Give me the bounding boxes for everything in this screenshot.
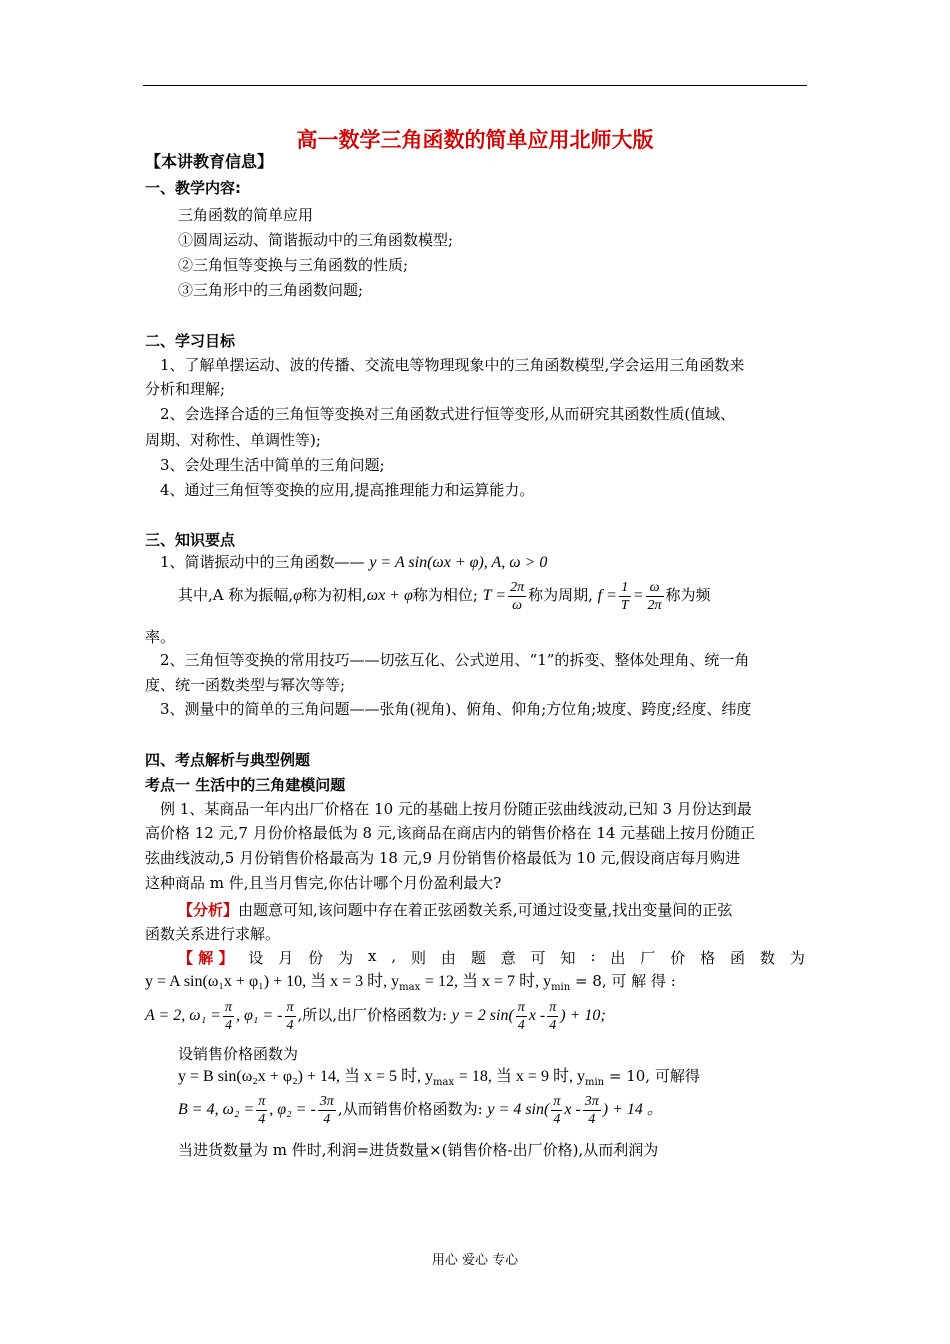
- subscript-min: min: [584, 1077, 605, 1088]
- subscript-max: max: [433, 1077, 455, 1088]
- fraction-numerator: π: [553, 1093, 561, 1109]
- sale-formula: y = B sin(ω₂x + φ₂) + 14, 当 x = 5 时, y: [178, 1068, 434, 1085]
- phi-symbol: φ: [293, 587, 302, 604]
- factory-function-x: x -: [528, 1007, 546, 1024]
- fraction: [551, 1093, 562, 1128]
- s3-p1-formula: y = A sin(ωx + φ), A, ω > 0: [369, 554, 548, 571]
- analysis-text: 由题意可知,该问题中存在着正弦函数关系,可通过设变量,找出变量间的正弦: [238, 901, 733, 919]
- sale-heading: 设销售价格函数为: [178, 1045, 299, 1063]
- equals-sign: =: [632, 587, 644, 604]
- fraction-denominator: 2π: [647, 597, 662, 613]
- param-b: , φ₁ = -: [235, 1007, 283, 1024]
- sale-param-a: B = 4, ω₂ =: [178, 1101, 255, 1118]
- fraction-denominator: T: [620, 597, 629, 613]
- analysis-tag: 【分析】: [178, 901, 239, 919]
- section-2-heading: 二、学习目标: [145, 332, 236, 350]
- fraction-denominator: 4: [323, 1111, 331, 1127]
- s3-p2-d: 称为周期,: [528, 586, 593, 604]
- s2-line: 1、了解单摆运动、波的传播、交流电等物理现象中的三角函数模型,学会运用三角函数来: [160, 356, 745, 374]
- kaodian-heading: 考点一 生活中的三角建模问题: [145, 776, 346, 794]
- analysis-line: [178, 900, 732, 920]
- s3-p4: 3、测量中的简单的三角问题——张角(视角)、俯角、仰角;方位角;坡度、跨度;经度、纬度: [160, 700, 752, 718]
- fraction: [318, 1093, 336, 1128]
- s2-line: 周期、对称性、单调性等);: [145, 431, 321, 449]
- solution-word: 由: [440, 949, 456, 967]
- solution-word: x: [367, 947, 377, 965]
- section-3-heading: 三、知识要点: [145, 531, 236, 549]
- fraction-numerator: 3π: [319, 1093, 334, 1109]
- solution-word: 格: [700, 949, 716, 967]
- s3-p2-e: 称为频: [665, 586, 711, 604]
- fraction-denominator: 4: [517, 1017, 525, 1033]
- s3-p1: [160, 552, 547, 573]
- fraction-numerator: π: [549, 999, 557, 1015]
- fraction-denominator: 4: [224, 1017, 232, 1033]
- sale-param-c: ,从而销售价格函数为:: [337, 1100, 483, 1118]
- fraction-denominator: ω: [512, 597, 523, 613]
- solution-line-3: [145, 996, 606, 1035]
- fraction-denominator: 4: [588, 1111, 596, 1127]
- solution-word: 知: [560, 949, 576, 967]
- s3-p2-a: 其中,A 称为振幅,: [178, 586, 294, 604]
- solution-word: 为: [338, 949, 354, 967]
- solution-word: 则: [411, 949, 427, 967]
- subscript-min: min: [551, 982, 571, 993]
- solution-line-1: [145, 947, 805, 968]
- profit-line: 当进货数量为 m 件时,利润=进货数量×(销售价格-出厂价格),从而利润为: [178, 1141, 659, 1159]
- fraction: [285, 999, 296, 1034]
- sale-function-x: x -: [564, 1101, 581, 1118]
- period-fraction: [508, 579, 526, 614]
- solution-word: 出: [610, 949, 626, 967]
- factory-function-end: ) + 10;: [560, 1007, 606, 1024]
- fraction: [516, 999, 527, 1034]
- solution-word: ,: [391, 947, 397, 965]
- fraction-denominator: 4: [549, 1017, 557, 1033]
- param-c: ,所以,出厂价格函数为:: [297, 1006, 448, 1024]
- example-line: 弦曲线波动,5 月份销售价格最高为 18 元,9 月份销售价格最低为 10 元,假设商店每月购进: [145, 849, 741, 867]
- fraction-numerator: π: [258, 1093, 266, 1109]
- fraction-denominator: 4: [258, 1111, 266, 1127]
- s3-p2-tail: 率。: [145, 628, 176, 646]
- sale-formula-c: = 10, 可解得: [608, 1067, 700, 1085]
- sale-line-2: [178, 1090, 663, 1129]
- solution-word: 设: [248, 949, 264, 967]
- fraction: [256, 1093, 267, 1128]
- page-title: 高一数学三角函数的简单应用北师大版: [296, 128, 654, 152]
- frequency-fraction-2: [646, 579, 664, 614]
- param-a: A = 2, ω₁ =: [145, 1007, 221, 1024]
- s3-p3-cont: 度、统一函数类型与幂次等等;: [145, 676, 346, 694]
- page-footer: 用心 爱心 专心: [431, 1253, 519, 1268]
- s3-p3: 2、三角恒等变换的常用技巧——切弦互化、公式逆用、“1”的拆变、整体处理角、统一角: [160, 651, 750, 669]
- frequency-fraction-1: [619, 579, 631, 614]
- factory-function: y = 2 sin(: [451, 1007, 514, 1024]
- solution-word: 为: [789, 949, 805, 967]
- s2-line: 2、会选择合适的三角恒等变换对三角函数式进行恒等变形,从而研究其函数性质(值域、: [160, 405, 736, 423]
- sale-line-1: [178, 1066, 700, 1093]
- sale-function-end: ) + 14 。: [602, 1101, 663, 1118]
- s1-line: ①圆周运动、简谐振动中的三角函数模型;: [178, 231, 454, 249]
- fraction-numerator: π: [224, 999, 232, 1015]
- period-symbol: T =: [482, 587, 507, 604]
- factory-formula-c: = 8, 可 解 得 :: [574, 972, 676, 990]
- solution-word: 意: [500, 949, 516, 967]
- solution-word: 数: [759, 949, 775, 967]
- solution-word: 月: [278, 949, 294, 967]
- s1-line: 三角函数的简单应用: [178, 206, 314, 224]
- section-4-heading: 四、考点解析与典型例题: [145, 751, 311, 769]
- factory-formula: y = A sin(ω₁x + φ₁) + 10, 当 x = 3 时, y: [145, 973, 400, 990]
- example-line: 高价格 12 元,7 月份价格最低为 8 元,该商品在商店内的销售价格在 14 元基础上按月份随正: [145, 824, 756, 842]
- fraction: [583, 1093, 601, 1128]
- fraction: [223, 999, 234, 1034]
- sale-formula-b: = 18, 当 x = 9 时, y: [458, 1068, 585, 1085]
- s3-p2-c: 称为相位;: [412, 586, 478, 604]
- fraction-numerator: ω: [646, 579, 664, 597]
- s3-p2: [178, 576, 711, 615]
- section-1-heading: 一、教学内容:: [145, 179, 241, 197]
- fraction-numerator: 2π: [510, 579, 525, 595]
- info-header: 【本讲教育信息】: [145, 152, 274, 171]
- solution-word: 题: [470, 949, 486, 967]
- s3-p2-b: 称为初相,: [302, 586, 367, 604]
- solution-word: 厂: [640, 949, 656, 967]
- s2-line: 3、会处理生活中简单的三角问题;: [160, 456, 385, 474]
- subscript-max: max: [399, 982, 421, 993]
- solution-line-2: [145, 971, 676, 998]
- fraction: [547, 999, 558, 1034]
- example-line: 例 1、某商品一年内出厂价格在 10 元的基础上按月份随正弦曲线波动,已知 3 月份达到最: [160, 800, 752, 818]
- s3-p1-text: 1、简谐振动中的三角函数——: [160, 553, 365, 571]
- fraction-numerator: 1: [619, 579, 631, 597]
- s2-line: 分析和理解;: [145, 380, 226, 398]
- solution-word: :: [590, 947, 596, 965]
- factory-formula-b: = 12, 当 x = 7 时, y: [425, 973, 552, 990]
- s1-line: ②三角恒等变换与三角函数的性质;: [178, 256, 409, 274]
- s2-line: 4、通过三角恒等变换的应用,提高推理能力和运算能力。: [160, 481, 535, 499]
- fraction-numerator: π: [286, 999, 294, 1015]
- sale-param-b: , φ₂ = -: [269, 1101, 316, 1118]
- fraction-denominator: 4: [286, 1017, 294, 1033]
- solution-word: 函: [730, 949, 746, 967]
- fraction-numerator: 3π: [584, 1093, 599, 1109]
- phase-formula: ωx + φ: [366, 587, 413, 604]
- example-line: 这种商品 m 件,且当月售完,你估计哪个月份盈利最大?: [145, 874, 502, 892]
- s1-line: ③三角形中的三角函数问题;: [178, 281, 364, 299]
- solution-word: 价: [670, 949, 686, 967]
- sale-function: y = 4 sin(: [487, 1101, 550, 1118]
- analysis-line-2: 函数关系进行求解。: [145, 925, 281, 943]
- fraction-denominator: 4: [553, 1111, 561, 1127]
- fraction-numerator: π: [517, 999, 525, 1015]
- header-rule: [143, 85, 807, 86]
- solution-word: 可: [530, 949, 546, 967]
- solution-word: 份: [308, 949, 324, 967]
- solution-tag: 【 解 】: [178, 949, 234, 967]
- frequency-symbol: f =: [597, 587, 617, 604]
